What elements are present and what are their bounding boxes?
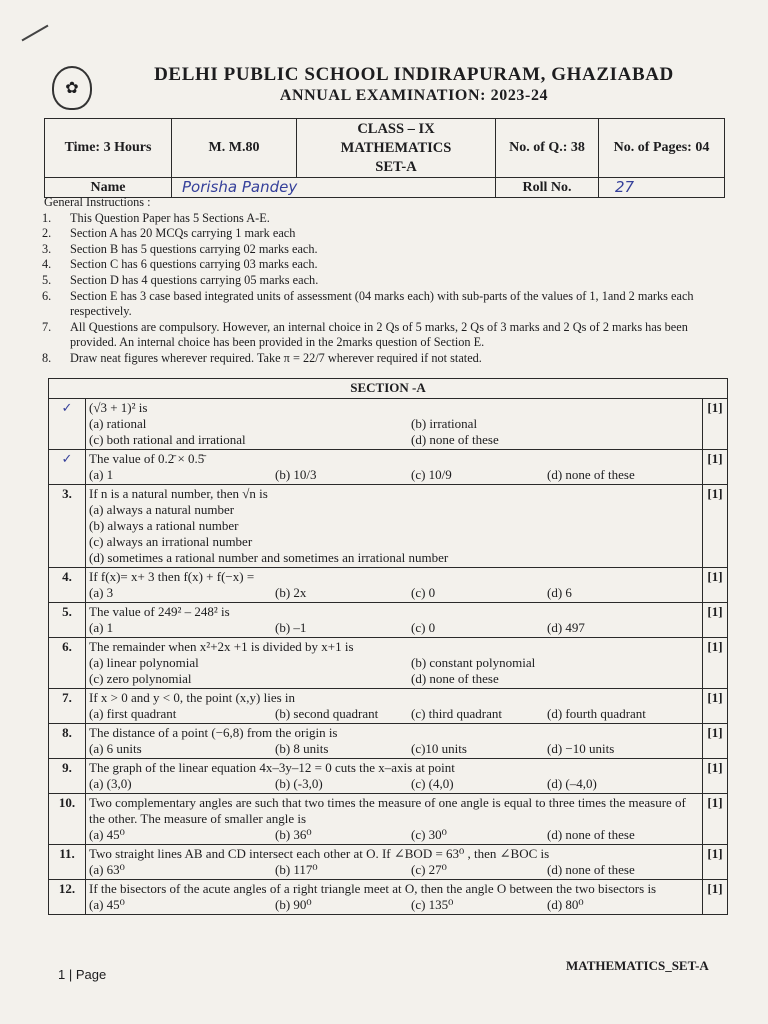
option: (d) 497 [547, 620, 585, 635]
option: (b) second quadrant [275, 706, 379, 721]
question-number: 11. [49, 845, 86, 880]
question-text: If x > 0 and y < 0, the point (x,y) lies in [89, 690, 296, 705]
option: (b) irrational [411, 416, 478, 431]
section-a-title: SECTION -A [49, 379, 728, 399]
option: (b) 2x [275, 585, 307, 600]
question-number: 12. [49, 880, 86, 915]
question-row [49, 485, 728, 568]
instruction-item: Section A has 20 MCQs carrying 1 mark each [70, 226, 296, 241]
question-row [49, 638, 728, 689]
school-name: DELHI PUBLIC SCHOOL INDIRAPURAM, GHAZIABAD [154, 64, 674, 85]
option: (a) 3 [89, 585, 114, 600]
option: (d) −10 units [547, 741, 615, 756]
time-cell: Time: 3 Hours [45, 119, 172, 178]
marks-cell: M. M.80 [172, 119, 297, 178]
question-number: 7. [49, 689, 86, 724]
name-label: Name [45, 178, 172, 198]
class-cell [297, 119, 496, 178]
set-label: SET-A [375, 158, 417, 175]
marks: [1] [703, 724, 728, 759]
option: (d) none of these [547, 862, 635, 877]
option: (c) 27⁰ [411, 862, 447, 877]
option: (a) rational [89, 416, 147, 431]
roll-label: Roll No. [496, 178, 599, 198]
option: (b) constant polynomial [411, 655, 536, 670]
marks: [1] [703, 485, 728, 568]
question-text: If n is a natural number, then √n is [89, 486, 268, 501]
option: (d) fourth quadrant [547, 706, 646, 721]
marks: [1] [703, 603, 728, 638]
general-instructions: General Instructions : 1. This Question Paper has 5 Sections A-E. 2. Section A has 20 MCQs carrying 1 mark each 3. Section B has 5 questions carrying 02 marks each. 4. Section C has 6 questions carrying 03 marks each. 5. Section D has 4 questions carrying 05 marks each. 6. Section E has 3 case based integrated units of assessment (04 marks each) with sub-parts of the values of 1, 1and 2 marks each respectively. 7. All Questions are compulsory. However, an internal choice in 2 Qs of 5 marks, 2 Qs of 3 marks and 2 Qs of 2 marks has been provided. An internal choice has been provided in the 2marks question of Section E. 8. Draw neat figures wherever required. Take π = 22/7 wherever required if not stated. [40, 195, 730, 367]
option: (b) (-3,0) [275, 776, 323, 791]
option: (c) (4,0) [411, 776, 454, 791]
instruction-item: Section C has 6 questions carrying 03 marks each. [70, 257, 318, 272]
tick-mark-icon: ✓ [61, 401, 73, 416]
question-number: 3. [49, 485, 86, 568]
question-number: 8. [49, 724, 86, 759]
question-row [49, 450, 728, 485]
num-questions-cell: No. of Q.: 38 [496, 119, 599, 178]
marks: [1] [703, 794, 728, 845]
option: (c) 0 [411, 620, 436, 635]
option: (c) 10/9 [411, 467, 452, 482]
exam-info-table [44, 118, 725, 198]
option: (c) zero polynomial [89, 671, 192, 686]
num-pages-cell: No. of Pages: 04 [599, 119, 725, 178]
question-number: 6. [49, 638, 86, 689]
question-row [49, 603, 728, 638]
option: (a) linear polynomial [89, 655, 199, 670]
question-text: The remainder when x²+2x +1 is divided by x+1 is [89, 639, 354, 654]
instructions-title: General Instructions : [44, 195, 151, 209]
option: (c) 135⁰ [411, 897, 454, 912]
question-number: 4. [49, 568, 86, 603]
instruction-item: Draw neat figures wherever required. Take π = 22/7 wherever required if not stated. [70, 350, 482, 365]
option: (a) 63⁰ [89, 862, 125, 877]
option: (d) 6 [547, 585, 572, 600]
marks: [1] [703, 450, 728, 485]
marks: [1] [703, 880, 728, 915]
option: (b) 117⁰ [275, 862, 318, 877]
option: (a) always a natural number [89, 502, 235, 517]
option: (b) –1 [275, 620, 307, 635]
option: (d) none of these [547, 467, 635, 482]
option: (a) 1 [89, 620, 114, 635]
option: (a) 6 units [89, 741, 142, 756]
question-number: 5. [49, 603, 86, 638]
question-row [49, 759, 728, 794]
option: (d) none of these [411, 671, 499, 686]
marks: [1] [703, 638, 728, 689]
marks: [1] [703, 399, 728, 450]
marks: [1] [703, 759, 728, 794]
option: (a) 45⁰ [89, 897, 125, 912]
option: (c) both rational and irrational [89, 432, 246, 447]
option: (a) 45⁰ [89, 827, 125, 842]
question-text: If f(x)= x+ 3 then f(x) + f(−x) = [89, 569, 255, 584]
option: (d) none of these [547, 827, 635, 842]
question-text: If the bisectors of the acute angles of a right triangle meet at O, then the angle O between the two bisectors is [89, 881, 657, 896]
section-a-table [48, 378, 728, 915]
question-number: 10. [49, 794, 86, 845]
option: (a) (3,0) [89, 776, 132, 791]
question-row [49, 724, 728, 759]
option: (b) always a rational number [89, 518, 239, 533]
option: (b) 10/3 [275, 467, 317, 482]
instruction-item: Section D has 4 questions carrying 05 marks each. [70, 272, 319, 287]
footer-set: MATHEMATICS_SET-A [566, 958, 709, 973]
class-label: CLASS – IX [357, 120, 435, 137]
option: (d) none of these [411, 432, 499, 447]
option: (d) (–4,0) [547, 776, 597, 791]
marks: [1] [703, 689, 728, 724]
question-number: 9. [49, 759, 86, 794]
name-value: Porisha Pandey [182, 178, 298, 196]
question-row [49, 880, 728, 915]
option: (d) 80⁰ [547, 897, 584, 912]
question-text: Two complementary angles are such that two times the measure of one angle is equal to three times the measure of the other. The measure of smaller angle is [89, 795, 686, 826]
instruction-item: Section B has 5 questions carrying 02 marks each. [70, 241, 318, 256]
question-text: The value of 0.2̄ × 0.5̄ [89, 451, 205, 466]
pen-mark [22, 25, 49, 42]
question-text: (√3 + 1)² is [89, 400, 148, 415]
option: (b) 36⁰ [275, 827, 312, 842]
option: (c) third quadrant [411, 706, 502, 721]
exam-title: ANNUAL EXAMINATION: 2023-24 [279, 87, 549, 104]
question-row [49, 399, 728, 450]
option: (a) first quadrant [89, 706, 177, 721]
subject-label: MATHEMATICS [340, 139, 452, 156]
page-number: 1 | Page [58, 967, 107, 982]
option: (c) always an irrational number [89, 534, 253, 549]
option: (c)10 units [411, 741, 467, 756]
option: (c) 0 [411, 585, 436, 600]
option: (a) 1 [89, 467, 114, 482]
instruction-item: Section E has 3 case based integrated units of assessment (04 marks each) with sub-parts of the values of 1, 1and 2 marks each respectively. [70, 288, 694, 319]
option: (b) 8 units [275, 741, 329, 756]
question-text: The value of 249² – 248² is [89, 604, 230, 619]
instruction-item: All Questions are compulsory. However, an internal choice in 2 Qs of 5 marks, 2 Qs of 3 marks and 2 Qs of 2 marks has been provided. An internal choice has been provided in the 2marks question of Section E. [70, 319, 688, 350]
tick-mark-icon: ✓ [61, 452, 73, 467]
option: (d) sometimes a rational number and sometimes an irrational number [89, 550, 449, 565]
option: (b) 90⁰ [275, 897, 312, 912]
school-crest-icon: ✿ [52, 66, 92, 110]
instruction-item: This Question Paper has 5 Sections A-E. [70, 210, 270, 225]
question-text: The graph of the linear equation 4x–3y–12 = 0 cuts the x–axis at point [89, 760, 455, 775]
question-row [49, 845, 728, 880]
question-row [49, 568, 728, 603]
roll-value: 27 [615, 178, 635, 196]
marks: [1] [703, 845, 728, 880]
question-text: The distance of a point (−6,8) from the origin is [89, 725, 338, 740]
question-text: Two straight lines AB and CD intersect each other at O. If ∠BOD = 63⁰ , then ∠BOC is [89, 846, 550, 861]
question-row [49, 794, 728, 845]
option: (c) 30⁰ [411, 827, 447, 842]
marks: [1] [703, 568, 728, 603]
question-row [49, 689, 728, 724]
